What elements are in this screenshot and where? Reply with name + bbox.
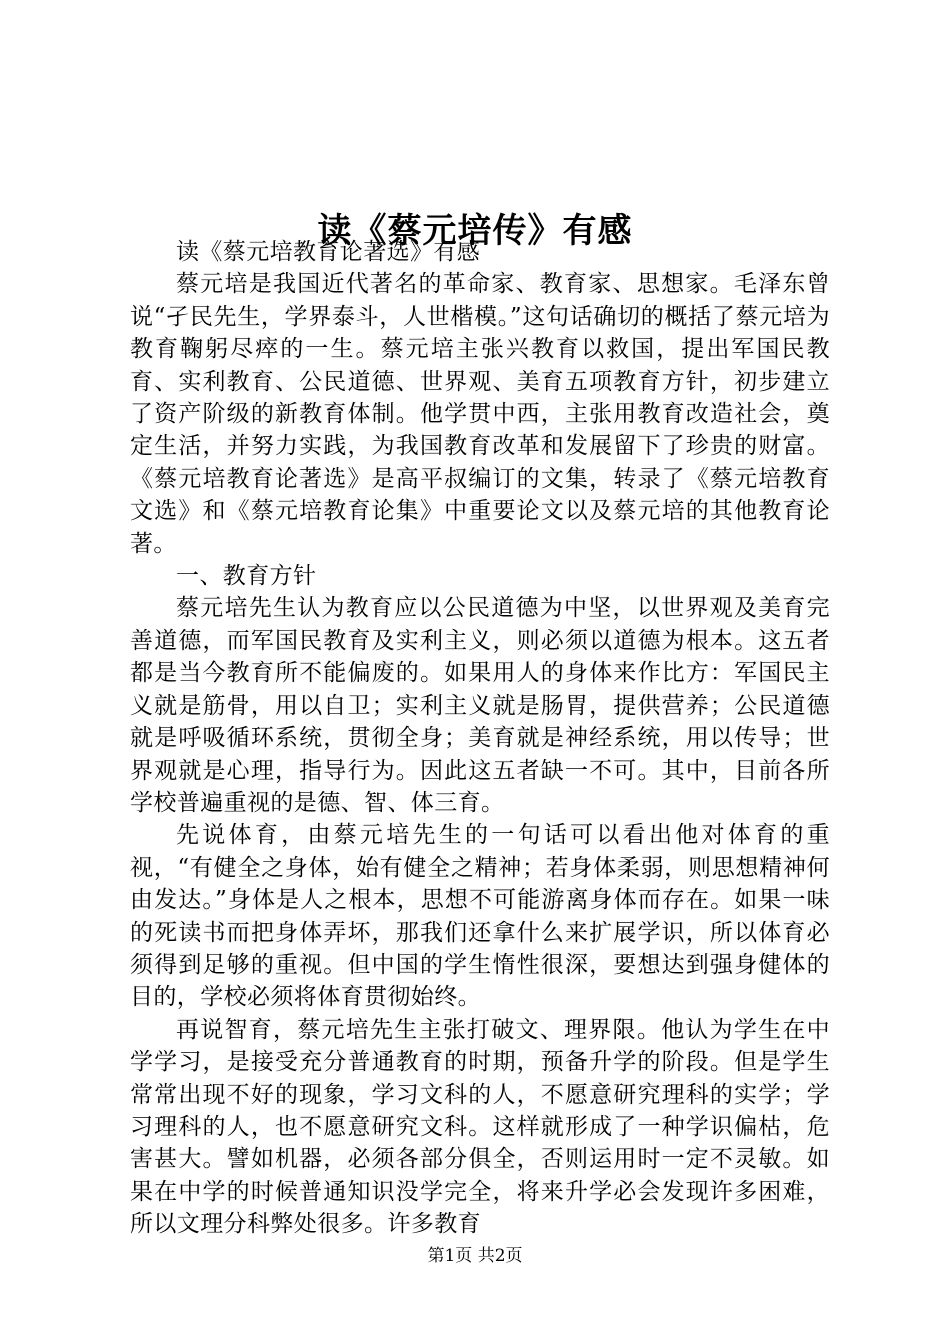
body-paragraph: 蔡元培先生认为教育应以公民道德为中坚，以世界观及美育完善道德，而军国民教育及实利主义，则必须以道德为根本。这五者都是当今教育所不能偏废的。如果用人的身体来作比方：军国民主义就是筋骨，用以自卫；实利主义就是肠胃，提供营养；公民道德就是呼吸循环系统，贯彻全身；美育就是神经系统，用以传导；世界观就是心理，指导行为。因此这五者缺一不可。其中，目前各所学校普遍重视的是德、智、体三育。 — [130, 595, 830, 816]
body-paragraph: 先说体育，由蔡元培先生的一句话可以看出他对体育的重视，“有健全之身体，始有健全之精神；若身体柔弱，则思想精神何由发达。”身体是人之根本，思想不可能游离身体而存在。如果一味的死读书而把身体弄坏，那我们还拿什么来扩展学识，所以体育必须得到足够的重视。但中国的学生惰性很深，要想达到强身健体的目的，学校必须将体育贯彻始终。 — [130, 822, 830, 1011]
intro-paragraph: 蔡元培是我国近代著名的革命家、教育家、思想家。毛泽东曾说“孑民先生，学界泰斗，人世楷模。”这句话确切的概括了蔡元培为教育鞠躬尽瘁的一生。蔡元培主张兴教育以救国，提出军国民教育、实利教育、公民道德、世界观、美育五项教育方针，初步建立了资产阶级的新教育体制。他学贯中西，主张用教育改造社会，奠定生活，并努力实践，为我国教育改革和发展留下了珍贵的财富。《蔡元培教育论著选》是高平叔编订的文集，转录了《蔡元培教育文选》和《蔡元培教育论集》中重要论文以及蔡元培的其他教育论著。 — [130, 271, 830, 557]
subtitle-paragraph: 读《蔡元培教育论著选》有感 — [176, 239, 481, 265]
document-body — [130, 236, 830, 1241]
section-heading: 一、教育方针 — [176, 563, 317, 590]
body-paragraph: 再说智育，蔡元培先生主张打破文、理界限。他认为学生在中学学习，是接受充分普通教育的时期，预备升学的阶段。但是学生常常出现不好的现象，学习文科的人，不愿意研究理科的实学；学习理科的人，也不愿意研究文科。这样就形成了一种学识偏枯，危害甚大。譬如机器，必须各部分俱全，否则运用时一定不灵敏。如果在中学的时候普通知识没学完全，将来升学必会发现许多困难，所以文理分科弊处很多。许多教育 — [130, 1016, 830, 1238]
page-footer: 第1页 共2页 — [427, 1246, 523, 1266]
document-title: 读《蔡元培传》有感 — [317, 210, 633, 251]
